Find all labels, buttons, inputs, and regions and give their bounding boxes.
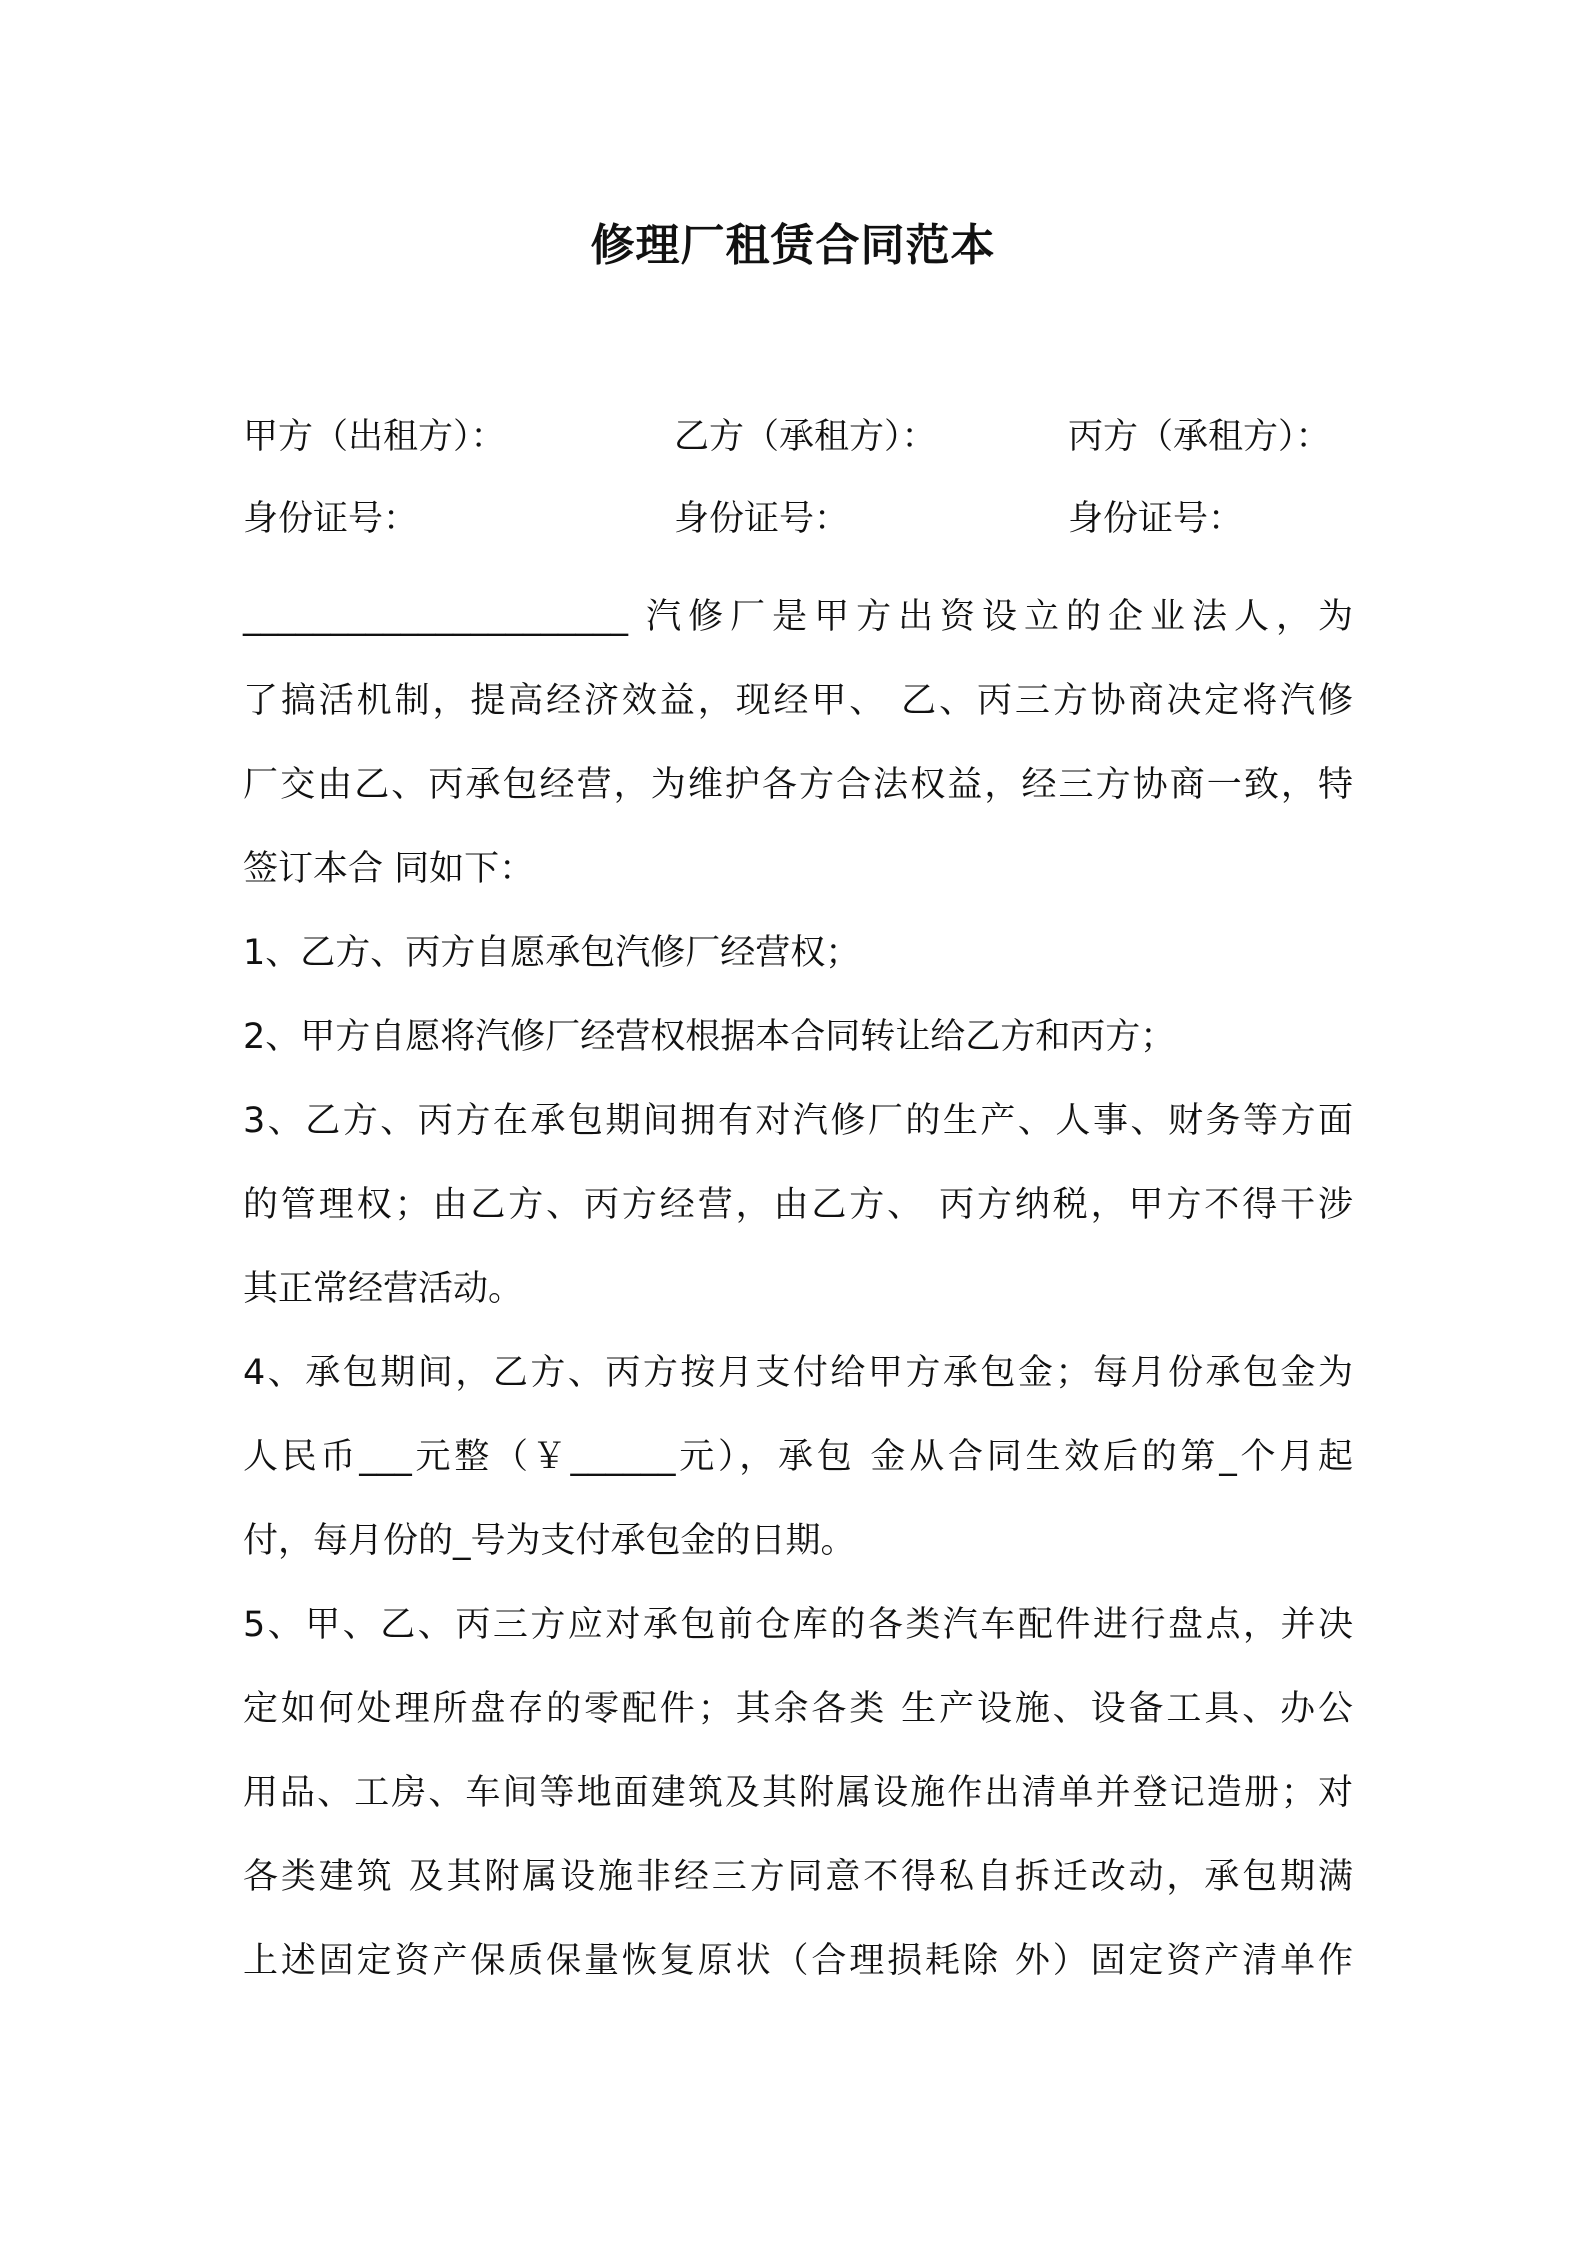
body-line: ______________________ 汽修厂是甲方出资设立的企业法人，为 — [243, 597, 1353, 637]
document-title: 修理厂租赁合同范本 — [590, 220, 996, 271]
body-line: 签订本合 同如下： — [243, 849, 535, 889]
clause-3: 3、乙方、丙方在承包期间拥有对汽修厂的生产、人事、财务等方面 — [243, 1101, 1353, 1141]
party-names-row — [243, 412, 1363, 462]
body-line: 定如何处理所盘存的零配件；其余各类 生产设施、设备工具、办公 — [243, 1689, 1353, 1729]
clause-5: 5、甲、乙、丙三方应对承包前仓库的各类汽车配件进行盘点，并决 — [243, 1605, 1353, 1645]
clause-1: 1、乙方、丙方自愿承包汽修厂经营权； — [243, 933, 861, 973]
body-line: 人民币___元整（￥______元），承包 金从合同生效后的第_个月起 — [243, 1437, 1353, 1477]
body-line: 各类建筑 及其附属设施非经三方同意不得私自拆迁改动，承包期满 — [243, 1857, 1353, 1897]
clause-4: 4、承包期间，乙方、丙方按月支付给甲方承包金；每月份承包金为 — [243, 1353, 1353, 1393]
body-line: 厂交由乙、丙承包经营，为维护各方合法权益，经三方协商一致，特 — [243, 765, 1353, 805]
party-c-id-label: 身份证号： — [1068, 499, 1244, 539]
body-line: 上述固定资产保质保量恢复原状（合理损耗除 外）固定资产清单作 — [243, 1941, 1353, 1981]
body-line: 付，每月份的_号为支付承包金的日期。 — [243, 1521, 856, 1561]
party-b-id-label: 身份证号： — [674, 499, 850, 539]
party-id-row — [243, 494, 1363, 544]
body-line: 的管理权；由乙方、丙方经营，由乙方、 丙方纳税，甲方不得干涉 — [243, 1185, 1353, 1225]
clause-2: 2、甲方自愿将汽修厂经营权根据本合同转让给乙方和丙方； — [243, 1017, 1176, 1057]
body-line: 了搞活机制，提高经济效益，现经甲、 乙、丙三方协商决定将汽修 — [243, 681, 1353, 721]
party-b-label: 乙方（承租方）： — [674, 417, 937, 457]
body-line: 其正常经营活动。 — [243, 1269, 524, 1309]
party-a-label: 甲方（出租方）： — [243, 417, 506, 457]
party-c-label: 丙方（承租方）： — [1068, 417, 1331, 457]
contract-body — [243, 575, 1353, 2003]
party-a-id-label: 身份证号： — [243, 499, 419, 539]
body-line: 用品、工房、车间等地面建筑及其附属设施作出清单并登记造册；对 — [243, 1773, 1353, 1813]
